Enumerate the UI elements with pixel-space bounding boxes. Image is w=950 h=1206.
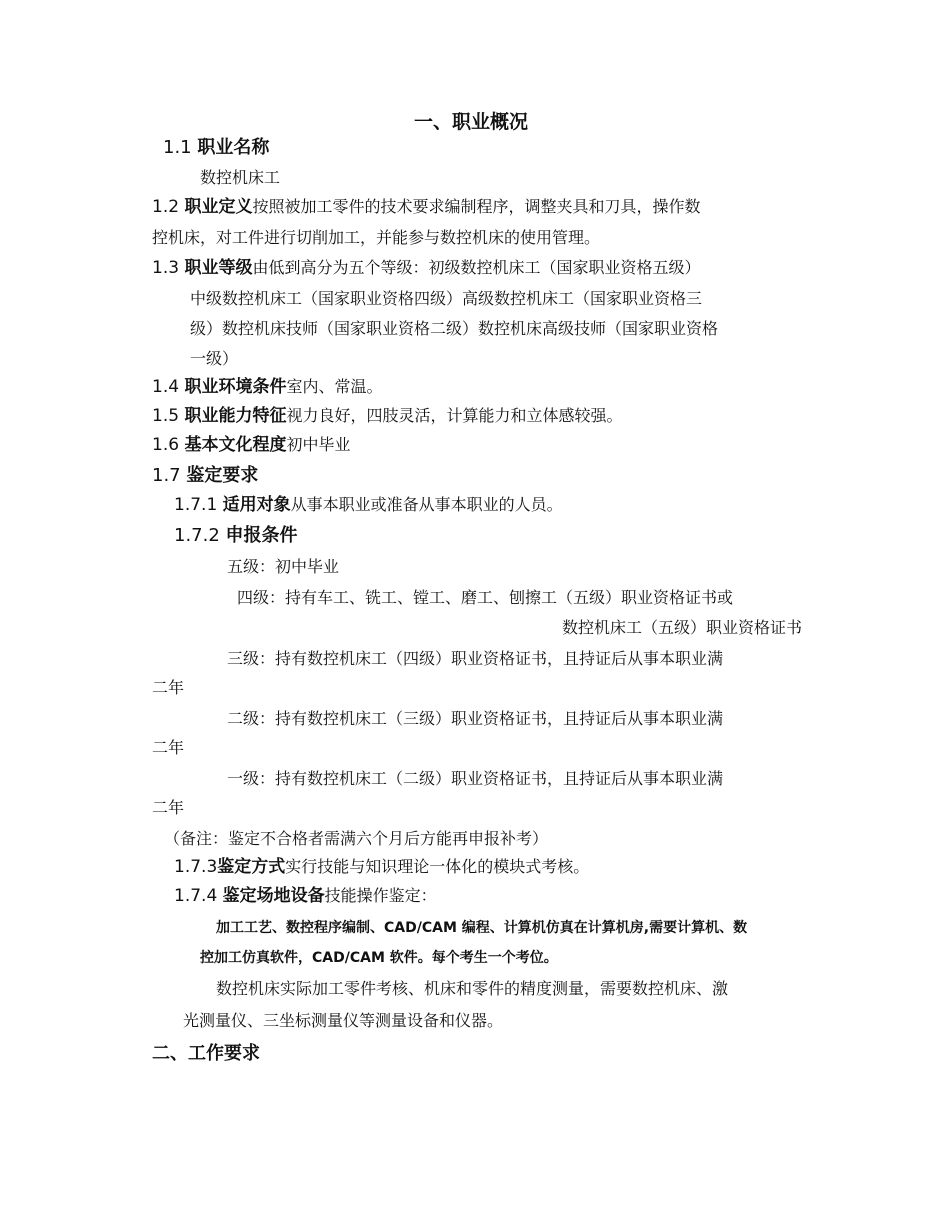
paragraph-1-3-line-2: 中级数控机床工（国家职业资格四级）高级数控机床工（国家职业资格三 [190, 289, 703, 308]
equipment-paragraph-1-line-1: 加工工艺、数控程序编制、CAD/CAM 编程、计算机仿真在计算机房,需要计算机、数 [216, 920, 748, 936]
paragraph-1-2-line-1: 1.2 职业定义按照被加工零件的技术要求编制程序，调整夹具和刀具，操作数 [152, 197, 701, 217]
level-2-condition-line-1: 二级：持有数控机床工（三级）职业资格证书，且持证后从事本职业满 [227, 709, 724, 728]
level-3-condition-line-2: 二年 [152, 678, 185, 697]
paragraph-1-7-4: 1.7.4 鉴定场地设备技能操作鉴定： [174, 886, 437, 906]
level-1-condition-line-2: 二年 [152, 798, 185, 817]
paragraph-1-7-3: 1.7.3鉴定方式实行技能与知识理论一体化的模块式考核。 [174, 857, 590, 877]
paragraph-1-6: 1.6 基本文化程度初中毕业 [152, 435, 351, 455]
paragraph-1-2-line-2: 控机床，对工件进行切削加工，并能参与数控机床的使用管理。 [152, 228, 601, 247]
paragraph-1-4: 1.4 职业环境条件室内、常温。 [152, 377, 383, 397]
equipment-paragraph-2-line-1: 数控机床实际加工零件考核、机床和零件的精度测量，需要数控机床、激 [216, 979, 729, 998]
occupation-name: 数控机床工 [200, 168, 281, 187]
level-1-condition-line-1: 一级：持有数控机床工（二级）职业资格证书，且持证后从事本职业满 [227, 769, 724, 788]
paragraph-1-7-1: 1.7.1 适用对象从事本职业或准备从事本职业的人员。 [174, 495, 563, 515]
level-4-condition-line-2: 数控机床工（五级）职业资格证书 [561, 618, 802, 637]
heading-1-1: 1.1 职业名称 [163, 137, 270, 158]
paragraph-1-3-line-1: 1.3 职业等级由低到高分为五个等级：初级数控机床工（国家职业资格五级） [152, 258, 701, 278]
level-2-condition-line-2: 二年 [152, 738, 185, 757]
heading-1-7-2: 1.7.2 申报条件 [174, 525, 298, 546]
heading-1-7: 1.7 鉴定要求 [152, 465, 259, 486]
level-5-condition: 五级：初中毕业 [227, 557, 340, 576]
paragraph-1-3-line-3: 级）数控机床技师（国家职业资格二级）数控机床高级技师（国家职业资格 [190, 319, 719, 338]
level-4-condition-line-1: 四级：持有车工、铣工、镗工、磨工、刨擦工（五级）职业资格证书或 [237, 588, 734, 607]
paragraph-1-5: 1.5 职业能力特征视力良好，四肢灵活，计算能力和立体感较强。 [152, 406, 623, 426]
page-title: 一、职业概况 [414, 111, 529, 133]
equipment-paragraph-1-line-2: 控加工仿真软件，CAD/CAM 软件。每个考生一个考位。 [200, 950, 558, 966]
remark-note: （备注：鉴定不合格者需满六个月后方能再申报补考） [164, 829, 549, 848]
section-2-heading: 二、工作要求 [152, 1043, 260, 1064]
equipment-paragraph-2-line-2: 光测量仪、三坐标测量仪等测量设备和仪器。 [183, 1011, 504, 1030]
level-3-condition-line-1: 三级：持有数控机床工（四级）职业资格证书，且持证后从事本职业满 [227, 649, 724, 668]
paragraph-1-3-line-4: 一级） [190, 349, 239, 368]
